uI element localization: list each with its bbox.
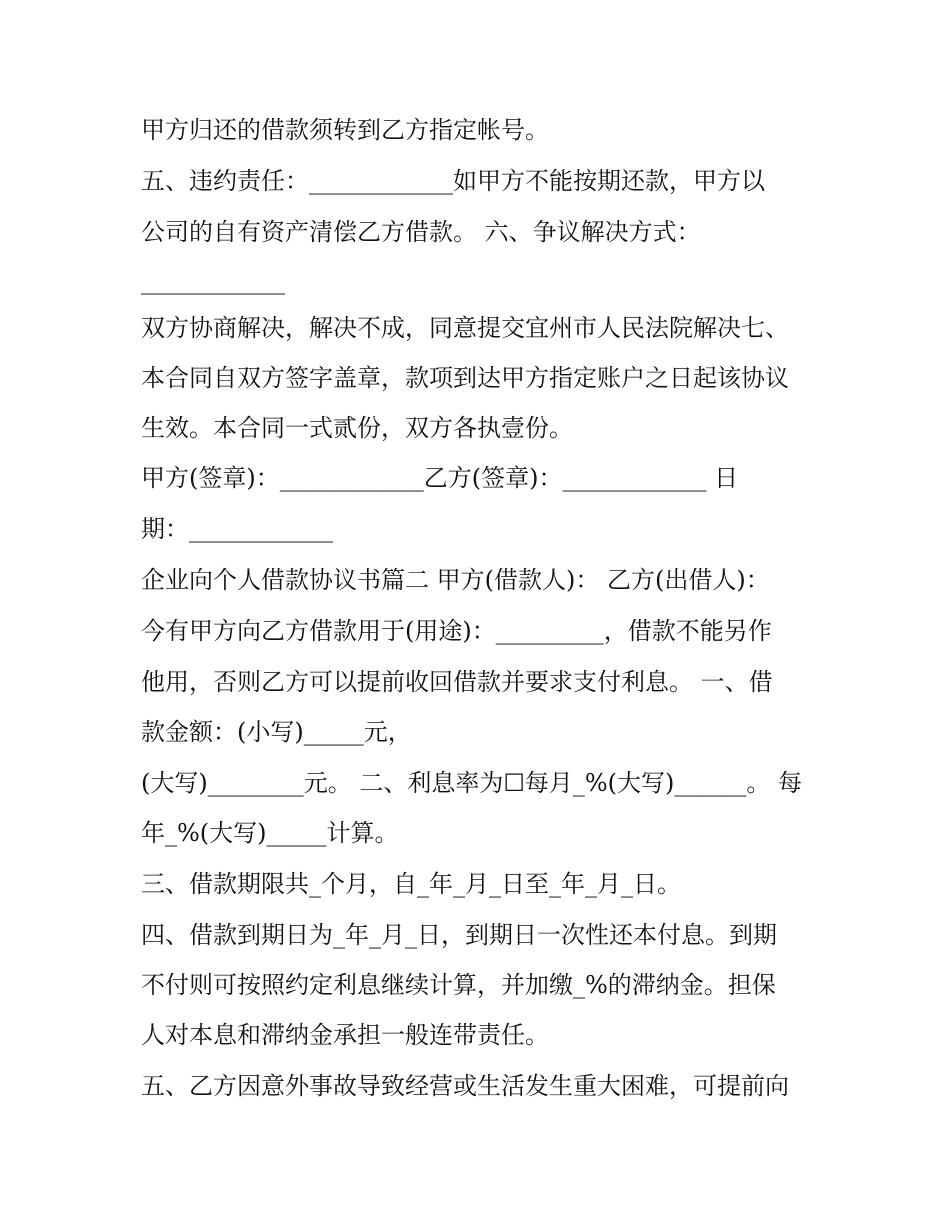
text-line: ____________: [141, 267, 285, 295]
text-line: 期：____________: [141, 515, 333, 543]
text-line: 五、违约责任：____________如甲方不能按期还款，甲方以: [141, 167, 765, 195]
text-line: 公司的自有资产清偿乙方借款。 六、争议解决方式：: [141, 218, 701, 246]
text-line: 企业向个人借款协议书篇二 甲方(借款人)： 乙方(出借人)：: [141, 566, 770, 594]
text-line: 甲方(签章)：____________乙方(签章)：____________ 日: [141, 464, 739, 492]
text-line: 他用，否则乙方可以提前收回借款并要求支付利息。 一、借: [141, 668, 773, 696]
text-line: 生效。本合同一式贰份，双方各执壹份。: [141, 414, 573, 442]
text-line: (大写)________元。 二、利息率为☐每月_%(大写)______。 每: [141, 769, 803, 797]
text-line: 三、借款期限共_个月，自_年_月_日至_年_月_日。: [141, 870, 681, 898]
text-line: 五、乙方因意外事故导致经营或生活发生重大困难，可提前向: [141, 1072, 789, 1100]
text-line: 人对本息和滞纳金承担一般连带责任。: [141, 1021, 549, 1049]
text-line: 款金额：(小写)_____元，: [141, 718, 412, 746]
text-line: 双方协商解决，解决不成，同意提交宜州市人民法院解决七、: [141, 314, 789, 342]
text-line: 不付则可按照约定利息继续计算，并加缴_%的滞纳金。担保: [141, 971, 776, 999]
text-line: 年_%(大写)_____计算。: [141, 819, 399, 847]
text-line: 本合同自双方签字盖章，款项到达甲方指定账户之日起该协议: [141, 364, 789, 392]
text-line: 四、借款到期日为_年_月_日，到期日一次性还本付息。到期: [141, 921, 777, 949]
text-line: 甲方归还的借款须转到乙方指定帐号。: [141, 116, 549, 144]
text-line: 今有甲方向乙方借款用于(用途)：_________，借款不能另作: [141, 617, 772, 645]
